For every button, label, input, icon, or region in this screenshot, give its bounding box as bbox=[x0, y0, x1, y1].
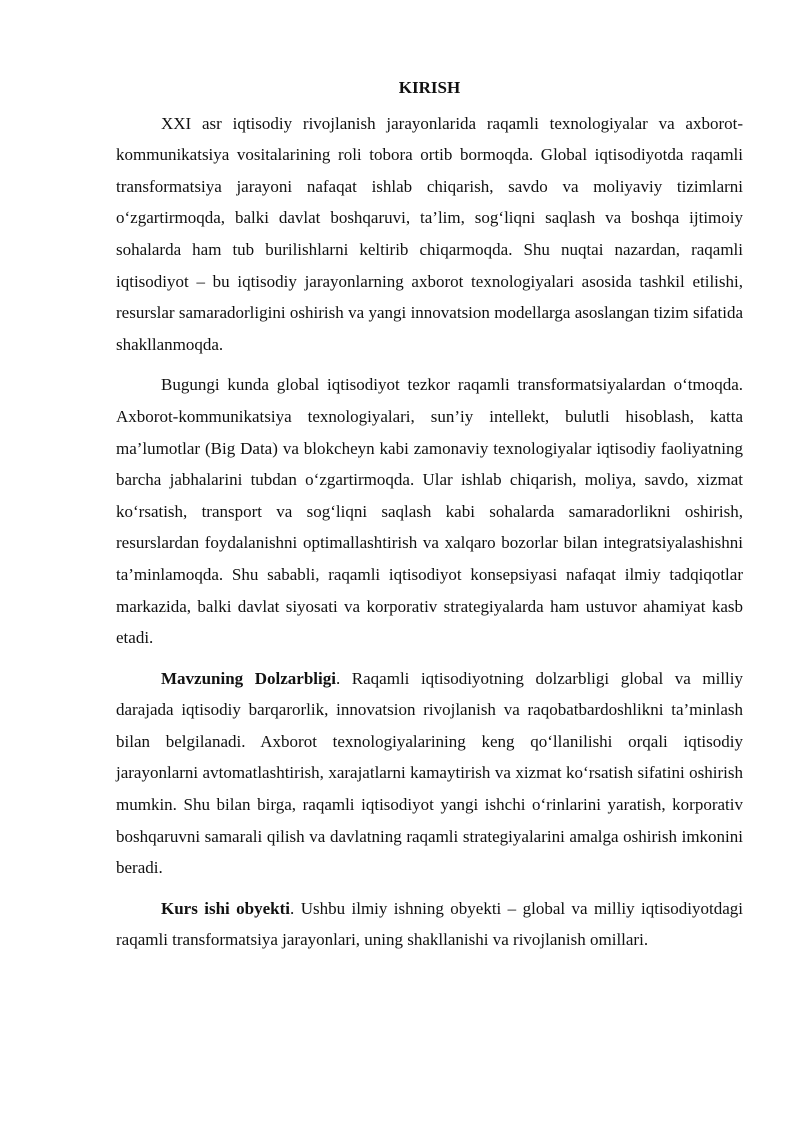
paragraph-lead: Mavzuning Dolzarbligi bbox=[161, 668, 336, 688]
paragraph-text: XXI asr iqtisodiy rivojlanish jarayonlarida raqamli texnologiyalar va axborot-kommunikatsiya vositalarining roli tobora ortib bormoqda. Global iqtisodiyotda raqamli transformatsiya jarayoni nafaqat ishlab chiqarish, savdo va moliyaviy tizimlarni o‘zgartirmoqda, balki davlat boshqaruvi, ta’lim, sog‘liqni saqlash va boshqa ijtimoiy sohalarda ham tub burilishlarni keltirib chiqarmoqda. Shu nuqtai nazardan, raqamli iqtisodiyot – bu iqtisodiy jarayonlarning axborot texnologiyalari asosida tashkil etilishi, resurslar samaradorligini oshirish va yangi innovatsion modellarga asoslangan tizim sifatida shakllanmoqda. bbox=[116, 113, 743, 354]
paragraph-object bbox=[116, 893, 743, 956]
page-title: KIRISH bbox=[398, 78, 461, 97]
paragraph-global-economy bbox=[116, 369, 743, 653]
paragraph-text: . Raqamli iqtisodiyotning dolzarbligi global va milliy darajada iqtisodiy barqarorlik, innovatsion rivojlanish va raqobatbardoshlikni ta’minlash bilan belgilanadi. Axborot texnologiyalarining keng qo‘llanilishi orqali iqtisodiy jarayonlarni avtomatlashtirish, xarajatlarni kamaytirish va xizmat ko‘rsatish sifatini oshirish mumkin. Shu bilan birga, raqamli iqtisodiyot yangi ishchi o‘rinlarini yaratish, korporativ boshqaruvni samarali qilish va davlatning raqamli strategiyalarini amalga oshirish imkonini beradi. bbox=[116, 668, 743, 878]
document-body bbox=[116, 72, 743, 965]
paragraph-lead: Kurs ishi obyekti bbox=[161, 898, 291, 918]
paragraph-text: Bugungi kunda global iqtisodiyot tezkor raqamli transformatsiyalardan o‘tmoqda. Axborot-kommunikatsiya texnologiyalari, sun’iy intellekt, bulutli hisoblash, katta ma’lumotlar (Big Data) va blokcheyn kabi zamonaviy texnologiyalar iqtisodiy faoliyatning barcha jabhalarini tubdan o‘zgartirmoqda. Ular ishlab chiqarish, moliya, savdo, xizmat ko‘rsatish, transport va sog‘liqni saqlash kabi sohalarda samaradorlikni oshirish, resurslardan foydalanishni optimallashtirish va xalqaro bozorlar bilan integratsiyalashishni ta’minlamoqda. Shu sababli, raqamli iqtisodiyot konsepsiyasi nafaqat ilmiy tadqiqotlar markazida, balki davlat siyosati va korporativ strategiyalarda ham ustuvor ahamiyat kasb etadi. bbox=[116, 375, 743, 648]
paragraph-text: . Ushbu ilmiy ishning obyekti – global va milliy iqtisodiyotdagi raqamli transformatsiya jarayonlari, uning shakllanishi va rivojlanish omillari. bbox=[116, 898, 743, 950]
paragraph-relevance bbox=[116, 663, 743, 884]
paragraph-intro bbox=[116, 108, 743, 361]
